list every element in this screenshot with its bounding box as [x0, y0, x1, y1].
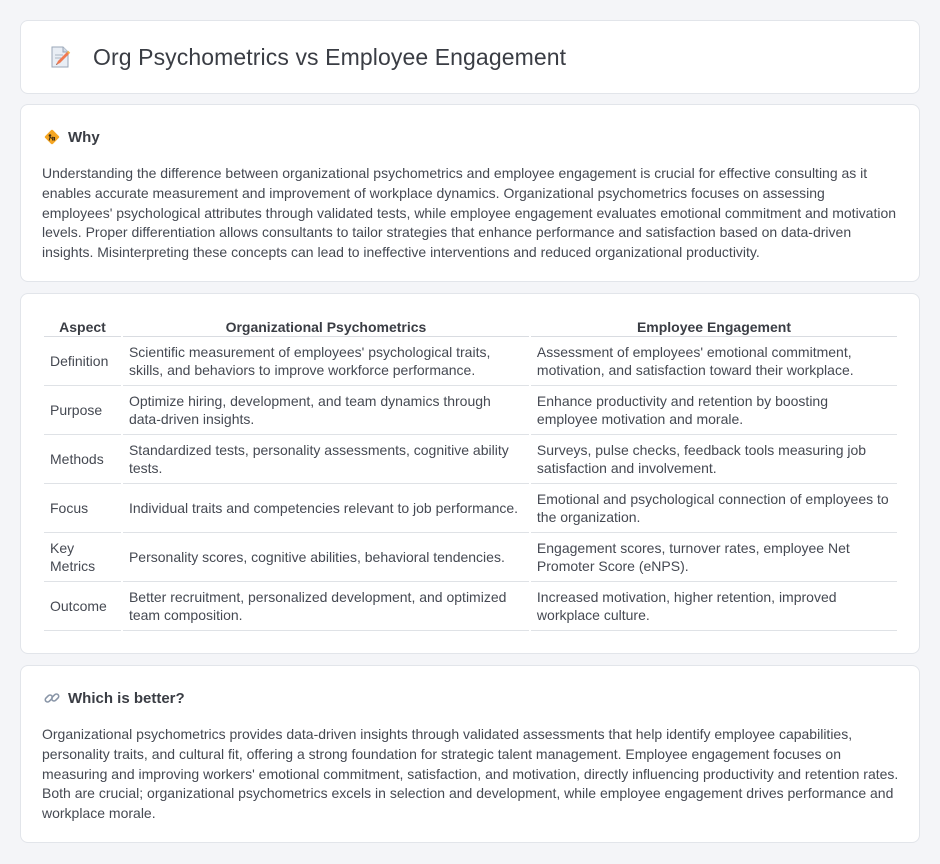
row-emp: Engagement scores, turnover rates, employee Net Promoter Score (eNPS).	[531, 533, 897, 582]
comparison-table	[42, 318, 899, 631]
document-edit-icon	[47, 44, 73, 70]
row-emp: Emotional and psychological connection of employees to the organization.	[531, 484, 897, 533]
table-row	[44, 435, 897, 484]
header-aspect: Aspect	[44, 318, 121, 337]
row-aspect: Key Metrics	[44, 533, 121, 582]
row-org: Individual traits and competencies relevant to job performance.	[123, 484, 529, 533]
comparison-card	[20, 293, 920, 654]
row-aspect: Purpose	[44, 386, 121, 435]
row-aspect: Methods	[44, 435, 121, 484]
which-better-text: Organizational psychometrics provides data-driven insights through validated assessments that help identify employee capabilities, personality traits, and cultural fit, offering a strong foundation for strategic talent management. Employee engagement focuses on measuring and improving workers' emotional commitment, satisfaction, and motivation, directly influencing productivity and retention rates. Both are crucial; organizational psychometrics excels in selection and development, while employee engagement drives performance and workplace morale.	[42, 726, 899, 822]
header-card	[20, 20, 920, 94]
row-org: Better recruitment, personalized development, and optimized team composition.	[123, 582, 529, 631]
why-section	[20, 104, 920, 282]
page-title: Org Psychometrics vs Employee Engagement	[93, 43, 567, 70]
header-employee-engagement: Employee Engagement	[531, 318, 897, 337]
table-row	[44, 386, 897, 435]
row-aspect: Focus	[44, 484, 121, 533]
why-text: Understanding the difference between organizational psychometrics and employee engagement is crucial for effective consulting as it enables accurate measurement and improvement of workplace dynamics. Organizational psychometrics focuses on assessing employees' psychological attributes through validated tests, while employee engagement evaluates emotional commitment and motivation levels. Proper differentiation allows consultants to tailor strategies that enhance performance and satisfaction based on data-driven insights. Misinterpreting these concepts can lead to ineffective interventions and reduced organizational productivity.	[42, 165, 897, 261]
which-better-section	[20, 665, 920, 843]
which-better-title: Which is better?	[68, 689, 185, 707]
row-emp: Enhance productivity and retention by boosting employee motivation and morale.	[531, 386, 897, 435]
table-row	[44, 533, 897, 582]
table-row	[44, 337, 897, 386]
table-header-row	[44, 318, 897, 337]
row-emp: Assessment of employees' emotional commitment, motivation, and satisfaction toward their workplace.	[531, 337, 897, 386]
header-org-psychometrics: Organizational Psychometrics	[123, 318, 529, 337]
row-emp: Increased motivation, higher retention, improved workplace culture.	[531, 582, 897, 631]
road-sign-icon	[43, 128, 61, 146]
row-org: Standardized tests, personality assessments, cognitive ability tests.	[123, 435, 529, 484]
row-emp: Surveys, pulse checks, feedback tools measuring job satisfaction and involvement.	[531, 435, 897, 484]
row-org: Scientific measurement of employees' psychological traits, skills, and behaviors to improve workforce performance.	[123, 337, 529, 386]
row-aspect: Definition	[44, 337, 121, 386]
row-org: Optimize hiring, development, and team dynamics through data-driven insights.	[123, 386, 529, 435]
table-row	[44, 484, 897, 533]
table-row	[44, 582, 897, 631]
row-aspect: Outcome	[44, 582, 121, 631]
why-title: Why	[68, 128, 100, 146]
link-icon	[43, 689, 61, 707]
row-org: Personality scores, cognitive abilities, behavioral tendencies.	[123, 533, 529, 582]
